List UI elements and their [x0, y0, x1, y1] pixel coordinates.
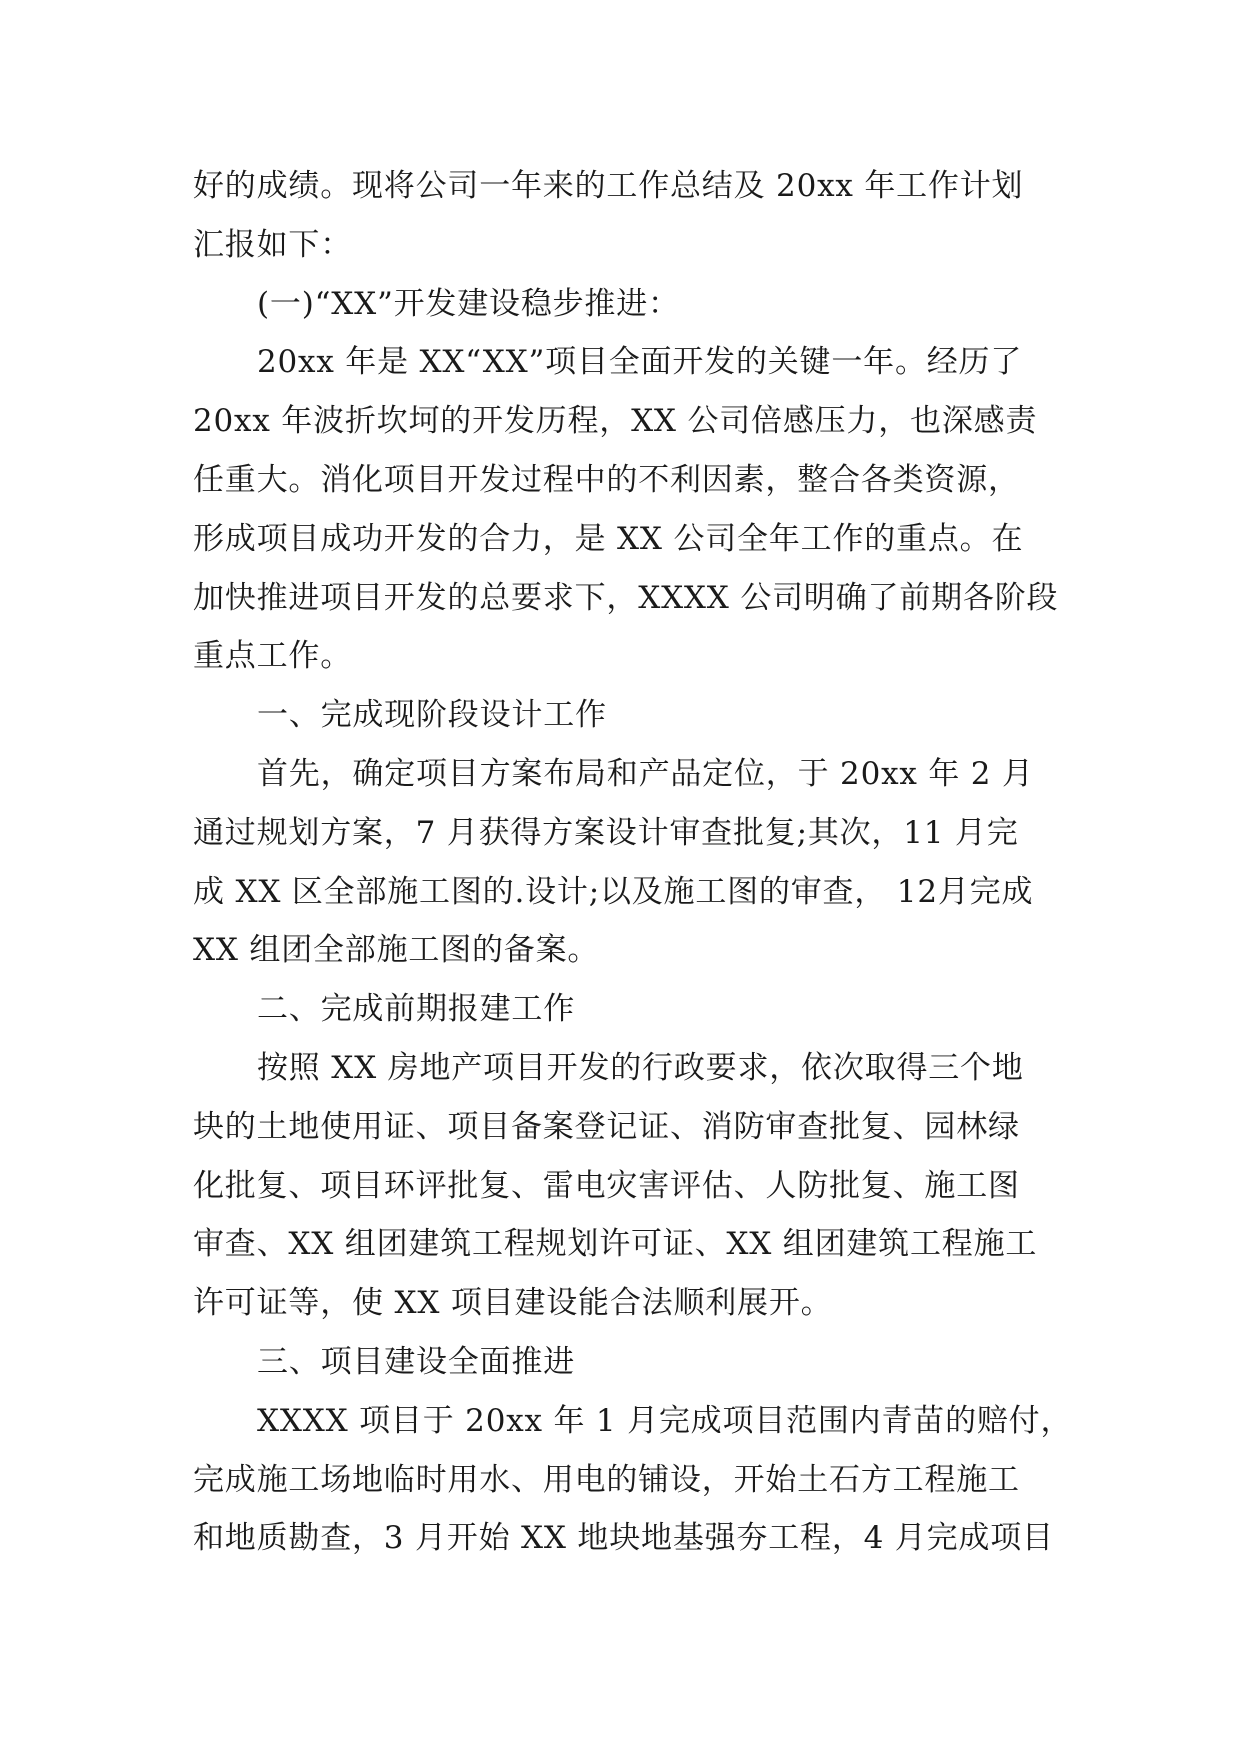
text-line-12: 通过规划方案，7 月获得方案设计审查批复;其次，11 月完 [193, 814, 1019, 851]
text-line-24: 和地质勘查，3 月开始 XX 地块地基强夯工程，4 月完成项目 [193, 1520, 1054, 1557]
text-line-1: 好的成绩。现将公司一年来的工作总结及 20xx 年工作计划 [193, 168, 1024, 204]
text-line-23: 完成施工场地临时用水、用电的铺设，开始土石方工程施工 [193, 1461, 1020, 1498]
text-line-6: 任重大。消化项目开发过程中的不利因素，整合各类资源， [193, 461, 1020, 498]
section-heading-3: 二、完成前期报建工作 [257, 991, 575, 1028]
text-line-7: 形成项目成功开发的合力，是 XX 公司全年工作的重点。在 [193, 520, 1024, 557]
section-heading-1: (一)“XX”开发建设稳步推进： [257, 285, 680, 322]
text-line-17: 块的土地使用证、项目备案登记证、消防审查批复、园林绿 [193, 1108, 1020, 1145]
text-line-13: 成 XX 区全部施工图的.设计;以及施工图的审查， 12月完成 [193, 873, 1034, 910]
text-line-8: 加快推进项目开发的总要求下，XXXX 公司明确了前期各阶段 [193, 579, 1059, 616]
text-line-14: XX 组团全部施工图的备案。 [193, 932, 600, 969]
text-line-9: 重点工作。 [193, 638, 352, 675]
text-line-22: XXXX 项目于 20xx 年 1 月完成项目范围内青苗的赔付， [257, 1402, 1073, 1439]
text-line-11: 首先，确定项目方案布局和产品定位，于 20xx 年 2 月 [257, 755, 1034, 792]
document-body [193, 157, 1073, 1568]
text-line-2: 汇报如下： [193, 226, 352, 263]
section-heading-2: 一、完成现阶段设计工作 [257, 697, 607, 734]
section-heading-4: 三、项目建设全面推进 [257, 1343, 575, 1380]
text-line-18: 化批复、项目环评批复、雷电灾害评估、人防批复、施工图 [193, 1167, 1020, 1204]
text-line-5: 20xx 年波折坎坷的开发历程，XX 公司倍感压力，也深感责 [193, 403, 1038, 440]
text-line-19: 审查、XX 组团建筑工程规划许可证、XX 组团建筑工程施工 [193, 1226, 1038, 1263]
text-line-4: 20xx 年是 XX“XX”项目全面开发的关键一年。经历了 [257, 344, 1023, 381]
text-line-16: 按照 XX 房地产项目开发的行政要求，依次取得三个地 [257, 1049, 1024, 1086]
text-line-20: 许可证等，使 XX 项目建设能合法顺利展开。 [193, 1285, 833, 1322]
